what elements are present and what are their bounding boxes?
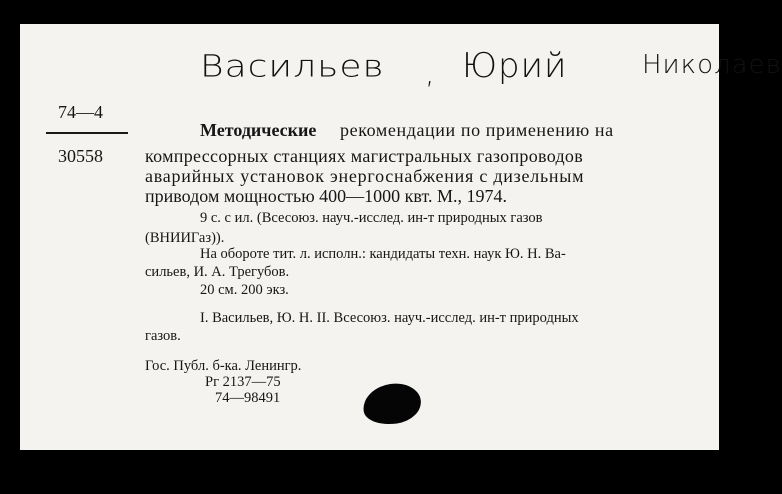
title-line-2: компрессорных станциях магистральных газопроводов bbox=[145, 146, 584, 166]
tracing-line-2: газов. bbox=[145, 328, 181, 344]
note-line-1: 9 с. с ил. (Всесоюз. науч.-исслед. ин-т природных газов bbox=[200, 210, 543, 226]
handwritten-patronymic: Николаев bbox=[642, 50, 782, 80]
note-line-4: сильев, И. А. Трегубов. bbox=[145, 264, 290, 280]
call-number: 30558 bbox=[58, 146, 103, 166]
note-line-2: (ВНИИГаз)). bbox=[145, 230, 225, 246]
shelf-mark-rule bbox=[46, 132, 128, 134]
library-name: Гос. Публ. б-ка. Ленингр. bbox=[145, 358, 302, 374]
note-line-3: На обороте тит. л. исполн.: кандидаты техн. наук Ю. Н. Ва- bbox=[200, 246, 566, 262]
note-line-5: 20 см. 200 экз. bbox=[200, 282, 289, 298]
handwritten-name: Юрий bbox=[462, 46, 568, 86]
title-line-4: приводом мощностью 400—1000 квт. М., 1974. bbox=[145, 186, 507, 206]
title-line-1: рекомендации по применению на bbox=[340, 120, 614, 140]
accession-number: 74—98491 bbox=[215, 390, 281, 406]
title-line-3: аварийных установок энергоснабжения с дизельным bbox=[145, 166, 585, 186]
handwritten-surname: Васильев bbox=[200, 49, 385, 84]
title-bold-word: Методические bbox=[200, 120, 317, 140]
tracing-line-1: I. Васильев, Ю. Н. II. Всесоюз. науч.-исслед. ин-т природных bbox=[200, 310, 579, 326]
handwritten-comma: , bbox=[425, 56, 436, 91]
catalog-card bbox=[20, 24, 719, 450]
registration-number: Рг 2137—75 bbox=[205, 374, 281, 390]
shelf-mark: 74—4 bbox=[58, 102, 103, 122]
